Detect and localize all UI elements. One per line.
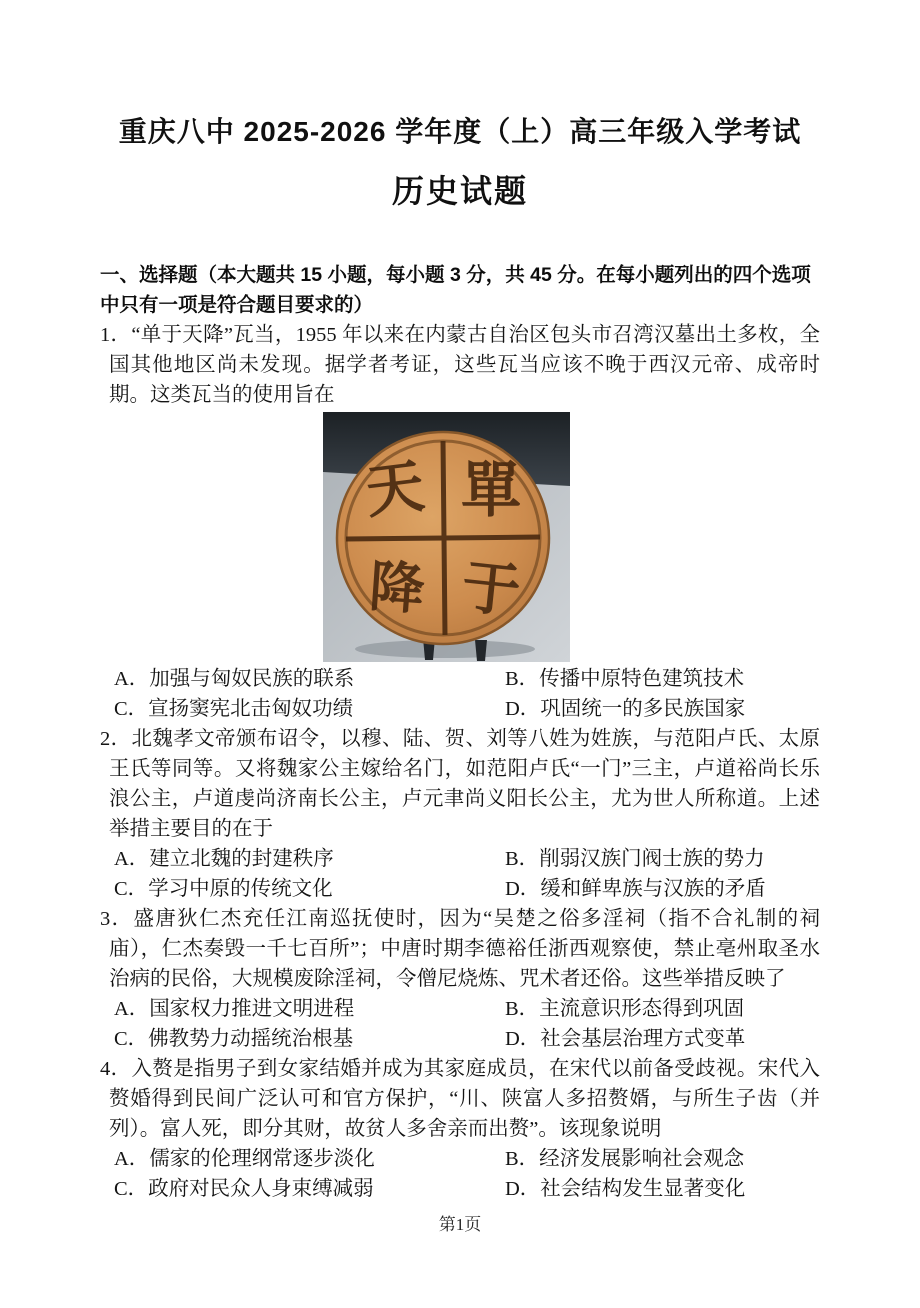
tile-character-yu: 于 xyxy=(458,552,524,626)
option-2-c: C．学习中原的传统文化 xyxy=(114,878,333,900)
question-4 xyxy=(100,1054,820,1204)
question-4-stem: 4．入赘是指男子到女家结婚并成为其家庭成员，在宋代以前备受歧视。宋代入赘婚得到民间广泛认可和官方保护，“川、陕富人多招赘婿，与所生子齿（并列）。富人死，即分其财，故贫人多舍亲而出赘”。该现象说明 xyxy=(100,1058,820,1140)
question-3-options xyxy=(100,994,820,1054)
wadang-tile-image xyxy=(323,412,570,662)
question-1-stem: 1．“单于天降”瓦当，1955 年以来在内蒙古自治区包头市召湾汉墓出土多枚，全国其他地区尚未发现。据学者考证，这些瓦当应该不晚于西汉元帝、成帝时期。这类瓦当的使用旨在 xyxy=(100,324,820,406)
exam-title: 重庆八中 2025-2026 学年度（上）高三年级入学考试 xyxy=(118,116,802,147)
question-3-stem: 3．盛唐狄仁杰充任江南巡抚使时，因为“吴楚之俗多淫祠（指不合礼制的祠庙），仁杰奏毁一千七百所”；中唐时期李德裕任浙西观察使，禁止亳州取圣水治病的民俗，大规模废除淫祠，令僧尼烧炼、咒术者还俗。这些举措反映了 xyxy=(100,908,820,990)
tile-character-jiang: 降 xyxy=(367,553,427,622)
option-2-d: D．缓和鲜卑族与汉族的矛盾 xyxy=(505,878,766,900)
option-4-d: D．社会结构发生显著变化 xyxy=(505,1178,746,1200)
wadang-tile-photo xyxy=(323,412,570,662)
option-3-b: B．主流意识形态得到巩固 xyxy=(505,998,745,1020)
tile-stand-foot-right xyxy=(475,640,487,661)
exam-body xyxy=(100,260,820,1204)
option-4-a: A．儒家的伦理纲常逐步淡化 xyxy=(114,1148,375,1170)
question-2 xyxy=(100,724,820,904)
option-1-a: A．加强与匈奴民族的联系 xyxy=(114,668,355,690)
tile-character-chanyu-dan: 單 xyxy=(461,456,521,526)
question-3 xyxy=(100,904,820,1054)
option-3-c: C．佛教势力动摇统治根基 xyxy=(114,1028,354,1050)
option-1-b: B．传播中原特色建筑技术 xyxy=(505,668,745,690)
option-3-a: A．国家权力推进文明进程 xyxy=(114,998,355,1020)
option-2-b: B．削弱汉族门阀士族的势力 xyxy=(505,848,765,870)
tile-cross-horizontal xyxy=(346,537,540,539)
section-header: 一、选择题（本大题共 15 小题，每小题 3 分，共 45 分。在每小题列出的四个选项中只有一项是符合题目要求的） xyxy=(100,264,811,316)
question-2-stem: 2．北魏孝文帝颁布诏令，以穆、陆、贺、刘等八姓为姓族，与范阳卢氏、太原王氏等同等。又将魏家公主嫁给名门，如范阳卢氏“一门”三主，卢道裕尚长乐浪公主，卢道虔尚济南长公主，卢元聿尚义阳长公主，尤为世人所称道。上述举措主要目的在于 xyxy=(100,728,820,840)
question-1 xyxy=(100,320,820,724)
option-3-d: D．社会基层治理方式变革 xyxy=(505,1028,746,1050)
option-1-d: D．巩固统一的多民族国家 xyxy=(505,698,746,720)
page-number: 第1页 xyxy=(438,1215,482,1234)
option-2-a: A．建立北魏的封建秩序 xyxy=(114,848,334,870)
tile-character-tian: 天 xyxy=(361,451,428,527)
question-4-options xyxy=(100,1144,820,1204)
question-1-options xyxy=(100,664,820,724)
question-2-options xyxy=(100,844,820,904)
option-4-b: B．经济发展影响社会观念 xyxy=(505,1148,745,1170)
option-4-c: C．政府对民众人身束缚减弱 xyxy=(114,1178,374,1200)
option-1-c: C．宣扬窦宪北击匈奴功绩 xyxy=(114,698,354,720)
exam-subtitle: 历史试题 xyxy=(391,173,528,209)
